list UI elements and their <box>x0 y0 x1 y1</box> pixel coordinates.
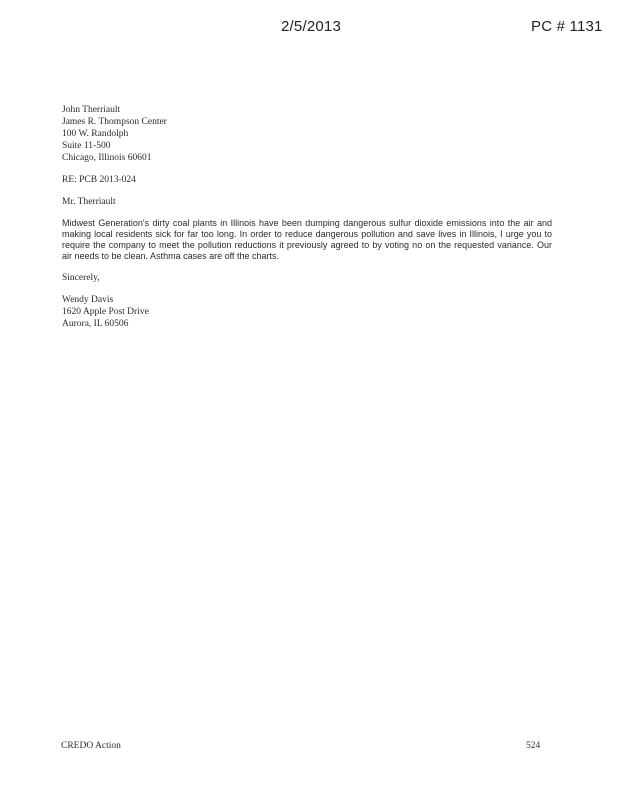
sender-address <box>62 294 552 330</box>
letter-body <box>62 104 552 330</box>
reference-line: RE: PCB 2013-024 <box>62 175 136 185</box>
sender-city: Aurora, IL 60506 <box>62 319 129 329</box>
recipient-building: James R. Thompson Center <box>62 117 167 127</box>
pc-number-stamp: PC # 1131 <box>531 18 603 35</box>
recipient-city: Chicago, Illinois 60601 <box>62 153 152 163</box>
footer-organization: CREDO Action <box>61 741 121 751</box>
recipient-name: John Therriault <box>62 105 121 115</box>
closing: Sincerely, <box>62 273 100 283</box>
sender-street: 1620 Apple Post Drive <box>62 307 149 317</box>
footer-page-number: 524 <box>526 741 541 751</box>
recipient-address <box>62 104 552 164</box>
salutation: Mr. Therriault <box>62 197 116 207</box>
letter-paragraph: Midwest Generation's dirty coal plants in Illinois have been dumping dangerous sulfur dioxide emissions into the air and making local residents sick for far too long. In order to reduce dangerous pollution and save lives in Illinois, I urge you to require the company to meet the pollution reductions it previously agreed to by voting no on the requested variance. Our air needs to be clean. Asthma cases are off the charts. <box>62 218 552 261</box>
recipient-suite: Suite 11-500 <box>62 141 111 151</box>
recipient-street: 100 W. Randolph <box>62 129 129 139</box>
sender-name: Wendy Davis <box>62 295 114 305</box>
date-stamp: 2/5/2013 <box>281 18 341 35</box>
